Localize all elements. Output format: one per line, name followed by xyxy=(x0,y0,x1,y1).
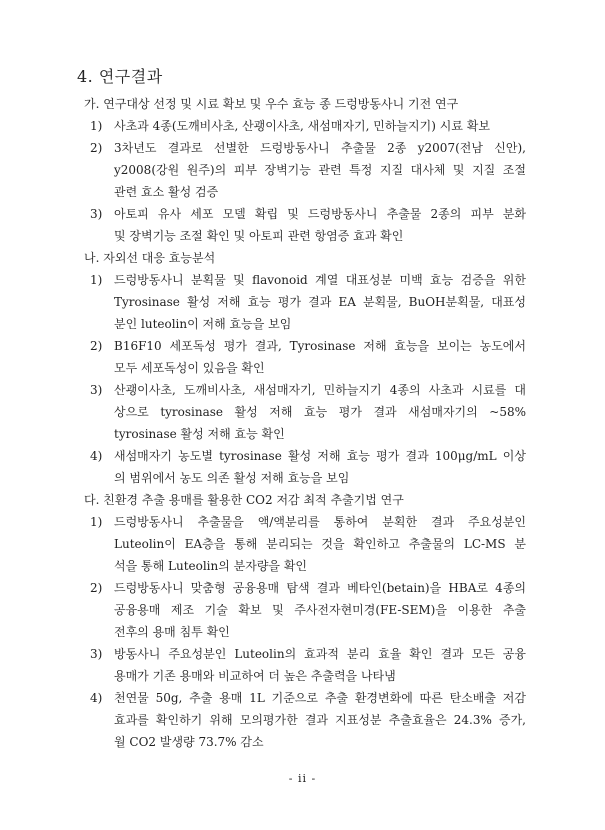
list-item-number: 3) xyxy=(90,383,103,397)
text-line: tyrosinase 활성 저해 효능 확인 xyxy=(114,427,285,441)
text-line: 드렁방동사니 추출물을 액/액분리를 통하여 분획한 결과 주요성분인 xyxy=(114,515,526,529)
subsection-title: 가. 연구대상 선정 및 시료 확보 및 우수 효능 종 드렁방동사니 기전 연구 xyxy=(84,97,459,111)
list-item-number: 3) xyxy=(90,207,103,221)
text-line: 아토피 유사 세포 모델 확립 및 드렁방동사니 추출물 2종의 피부 분화 xyxy=(114,207,526,221)
list-item xyxy=(84,335,526,379)
text-line: y2008(강원 원주)의 피부 장벽기능 관련 특정 지질 대사체 및 지질 조절 xyxy=(114,163,526,177)
list-item xyxy=(84,687,526,753)
text-line: 의 범위에서 농도 의존 활성 저해 효능을 보임 xyxy=(114,471,350,485)
list-item-text xyxy=(114,577,526,643)
text-line: 용매가 기존 용매와 비교하여 더 높은 추출력을 나타냄 xyxy=(114,669,396,683)
list-item-number: 1) xyxy=(90,273,103,287)
text-line: 상으로 tyrosinase 활성 저해 효능 평가 결과 새섬매자기의 ~58% xyxy=(114,405,526,419)
list-item-number: 1) xyxy=(90,515,103,529)
text-line: 방동사니 주요성분인 Luteolin의 효과적 분리 효율 확인 결과 모든 공융 xyxy=(114,647,526,661)
list-item-text xyxy=(114,687,526,753)
list-item xyxy=(84,203,526,247)
text-line: 3차년도 결과로 선별한 드렁방동사니 추출물 2종 y2007(전남 신안), xyxy=(114,141,526,155)
text-line: Luteolin이 EA층을 통해 분리되는 것을 확인하고 추출물의 LC-MS 분 xyxy=(114,537,526,551)
list-item xyxy=(84,269,526,335)
list-item-number: 3) xyxy=(90,647,103,661)
list-item-text xyxy=(114,445,526,489)
list-item xyxy=(84,379,526,445)
list-item-number: 2) xyxy=(90,141,103,155)
list-item xyxy=(84,643,526,687)
text-line: B16F10 세포독성 평가 결과, Tyrosinase 저해 효능을 보이는 농도에서 xyxy=(114,339,526,353)
list-item-number: 1) xyxy=(90,119,103,133)
list-item xyxy=(84,137,526,203)
list-item xyxy=(84,115,526,137)
text-line: 드렁방동사니 분획물 및 flavonoid 계열 대표성분 미백 효능 검증을 위한 xyxy=(114,273,526,287)
text-line: 전후의 용매 침투 확인 xyxy=(114,625,230,639)
text-line: 천연물 50g, 추출 용매 1L 기준으로 추출 환경변화에 따른 탄소배출 저감 xyxy=(114,691,526,705)
text-line: 산괭이사초, 도깨비사초, 새섬매자기, 민하늘지기 4종의 사초과 시료를 대 xyxy=(114,383,526,397)
list-item-text xyxy=(114,203,526,247)
text-line: 효과를 확인하기 위해 모의평가한 결과 지표성분 추출효율은 24.3% 증가, xyxy=(114,713,526,727)
list-item xyxy=(84,445,526,489)
list-item-text xyxy=(114,269,526,335)
text-line: 드렁방동사니 맞춤형 공융용매 탐색 결과 베타인(betain)을 HBA로 4종의 xyxy=(114,581,526,595)
text-line: Tyrosinase 활성 저해 효능 평가 결과 EA 분획물, BuOH분획물, 대표성 xyxy=(114,295,526,309)
text-line: 석을 통해 Luteolin의 분자량을 확인 xyxy=(114,559,308,573)
text-line: 월 CO2 발생량 73.7% 감소 xyxy=(114,735,264,749)
list-item-text xyxy=(114,379,526,445)
text-line: 새섬매자기 농도별 tyrosinase 활성 저해 효능 평가 결과 100μg/mL 이상 xyxy=(114,449,526,463)
subsection-title: 나. 자외선 대응 효능분석 xyxy=(84,251,216,265)
text-line: 관련 효소 활성 검증 xyxy=(114,185,219,199)
text-line: 사초과 4종(도깨비사초, 산괭이사초, 새섬매자기, 민하늘지기) 시료 확보 xyxy=(114,119,490,133)
section-heading: 4. 연구결과 xyxy=(77,67,163,86)
list-item-number: 4) xyxy=(90,691,103,705)
subsection-title: 다. 친환경 추출 용매를 활용한 CO2 저감 최적 추출기법 연구 xyxy=(84,493,404,507)
list-item-text xyxy=(114,115,526,137)
list-item-number: 4) xyxy=(90,449,103,463)
list-item-text xyxy=(114,335,526,379)
results-content xyxy=(84,93,526,753)
text-line: 모두 세포독성이 있음을 확인 xyxy=(114,361,265,375)
list-item-text xyxy=(114,511,526,577)
text-line: 공융용매 제조 기술 확보 및 주사전자현미경(FE-SEM)을 이용한 추출 xyxy=(114,603,526,617)
text-line: 분인 luteolin이 저해 효능을 보임 xyxy=(114,317,292,331)
list-item-number: 2) xyxy=(90,339,103,353)
list-item xyxy=(84,511,526,577)
text-line: 및 장벽기능 조절 확인 및 아토피 관련 항염증 효과 확인 xyxy=(114,229,404,243)
list-item xyxy=(84,577,526,643)
list-item-text xyxy=(114,137,526,203)
list-item-number: 2) xyxy=(90,581,103,595)
page-number: - ii - xyxy=(288,772,317,785)
list-item-text xyxy=(114,643,526,687)
